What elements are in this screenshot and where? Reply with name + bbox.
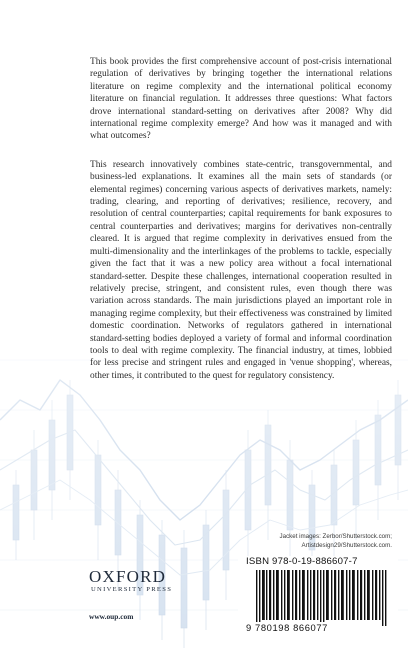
jacket-image-credits xyxy=(280,532,392,550)
publisher-name: OXFORD xyxy=(89,567,167,586)
oxford-logo xyxy=(89,568,189,594)
blurb-paragraph-1: This book provides the first comprehensive account of post-crisis international regulation of derivatives by bringing together the international relations literature on regime complexity and the international political economy literature on financial regulation. It addresses three questions: What factors drove international standard-setting on derivatives after 2008? Why did international regime complexity emerge? And how was it managed and with what outcomes? xyxy=(90,57,392,142)
blurb-paragraph-2: This research innovatively combines state-centric, transgovernmental, and business-led explanations. It examines all the main sets of standards (or elemental regimes) concerning various aspects of derivatives markets, namely: trading, clearing, and reporting of derivatives; resilience, recovery, and resolution of central counterparties; capital requirements for bank exposures to central counterparties and derivatives; margins for derivatives non-centrally cleared. It is argued that regime complexity in derivatives ensued from the multi-dimensionality and the interlinkages of the problems to tackle, especially given the fact that it was a new policy area without a focal international standard-setter. Despite these challenges, international cooperation resulted in relatively precise, stringent, and consistent rules, even though there was variation across standards. The main jurisdictions played an important role in managing regime complexity, but their effectiveness was constrained by limited domestic coordination. Networks of regulators gathered in international standard-setting bodies deployed a variety of formal and informal coordination tools to deal with regime complexity. The financial industry, at times, lobbied for less precise and stringent rules and engaged in 'venue shopping', whereas, other times, it contributed to the quest for regulatory consistency. xyxy=(90,159,392,381)
back-cover-blurb xyxy=(90,56,392,398)
barcode-panel xyxy=(238,556,398,636)
barcode-number: 9 780198 866077 xyxy=(246,622,328,633)
credit-line-2: Artistdesign29/Shutterstock.com. xyxy=(301,542,392,549)
barcode-icon xyxy=(256,570,392,626)
isbn-label: ISBN 978-0-19-886607-7 xyxy=(246,556,358,567)
credit-line-1: Jacket images: Zerbor/Shutterstock.com; xyxy=(279,533,392,540)
publisher-website: www.oup.com xyxy=(89,612,134,621)
publisher-subtitle: UNIVERSITY PRESS xyxy=(91,586,173,593)
